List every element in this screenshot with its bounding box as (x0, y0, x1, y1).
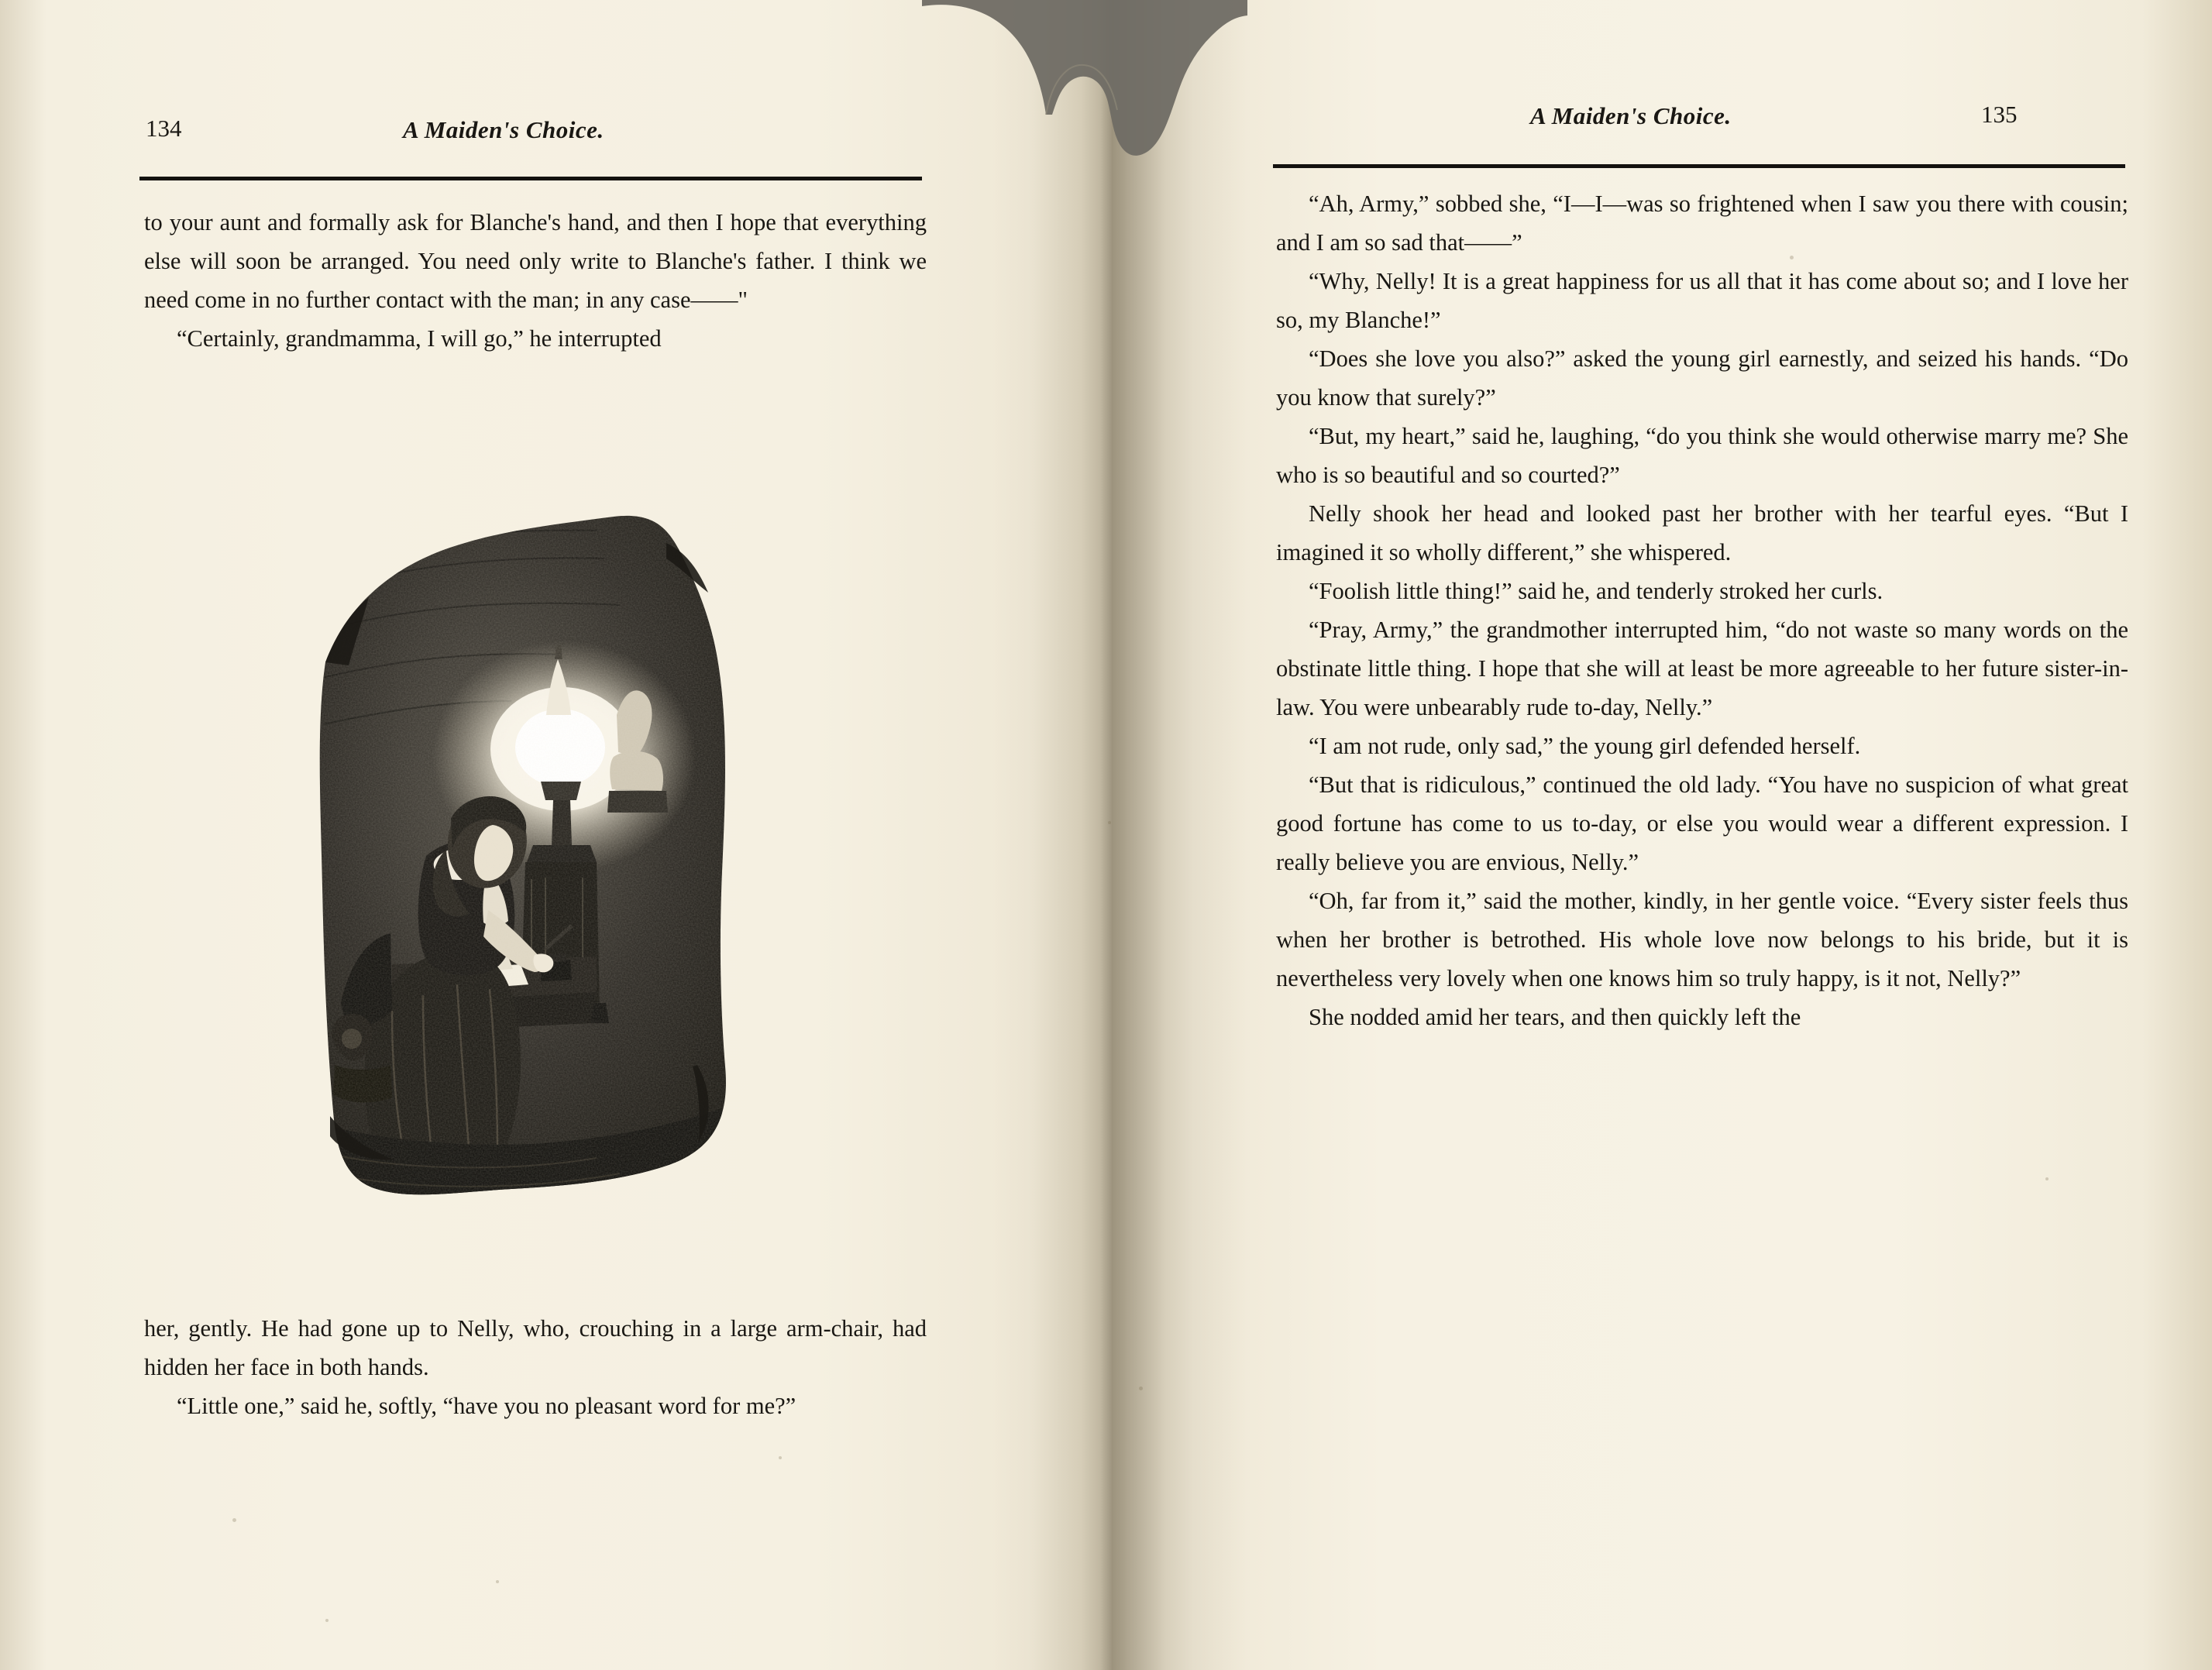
paragraph: “I am not rude, only sad,” the young girl defended herself. (1309, 733, 1861, 759)
paragraph: “Does she love you also?” asked the young girl earnestly, and seized his hands. “Do you know that surely?” (1276, 345, 2128, 411)
left-running-head: A Maiden's Choice. (403, 116, 604, 143)
paragraph: “Oh, far from it,” said the mother, kindly, in her gentle voice. “Every sister feels thus when her brother is betrothed. His whole love now belongs to his bride, but it is nevertheless very lovely when one knows him so truly happy, is it not, Nelly?” (1276, 888, 2128, 991)
right-text-block (1276, 184, 2128, 1036)
paragraph: “Why, Nelly! It is a great happiness for us all that it has come about so; and I love her so, my Blanche!” (1276, 268, 2128, 333)
right-running-head: A Maiden's Choice. (1530, 102, 1732, 129)
paragraph: her, gently. He had gone up to Nelly, who, crouching in a large arm-chair, had hidden her face in both hands. (144, 1315, 927, 1380)
left-text-block-bottom (144, 1309, 927, 1425)
left-head-rule (139, 177, 922, 180)
paragraph: “But, my heart,” said he, laughing, “do you think she would otherwise marry me? She who is so beautiful and so courted?” (1276, 423, 2128, 488)
paragraph: “Certainly, grandmamma, I will go,” he interrupted (177, 325, 662, 352)
right-page (1112, 0, 2212, 1670)
paragraph: She nodded amid her tears, and then quickly left the (1309, 1004, 1801, 1030)
left-text-block-top (144, 203, 927, 358)
left-page-folio: 134 (146, 115, 182, 142)
paragraph: “But that is ridiculous,” continued the old lady. “You have no suspicion of what great good fortune has come to us to-day, or else you would wear a different expression. I really believe you are envious, Nelly.” (1276, 771, 2128, 875)
paragraph: “Foolish little thing!” said he, and tenderly stroked her curls. (1309, 578, 1883, 604)
engraving-woman-writing-by-lamp-icon (232, 469, 837, 1290)
right-head-rule (1273, 164, 2125, 168)
paragraph: to your aunt and formally ask for Blanche's hand, and then I hope that everything else will soon be arranged. You need only write to Blanche's father. I think we need come in no further contact with the man; in any case——" (144, 209, 927, 313)
paragraph: “Ah, Army,” sobbed she, “I—I—was so frightened when I saw you there with cousin; and I am so sad that——” (1276, 191, 2128, 256)
paragraph: Nelly shook her head and looked past her brother with her tearful eyes. “But I imagined it so wholly different,” she whispered. (1276, 500, 2128, 565)
paragraph: “Pray, Army,” the grandmother interrupted him, “do not waste so many words on the obstinate little thing. I hope that she will at least be more agreeable to her future sister-in-law. You were unbearably rude to-day, Nelly.” (1276, 617, 2128, 720)
paragraph: “Little one,” said he, softly, “have you no pleasant word for me?” (177, 1393, 796, 1419)
right-page-folio: 135 (1981, 101, 2018, 128)
